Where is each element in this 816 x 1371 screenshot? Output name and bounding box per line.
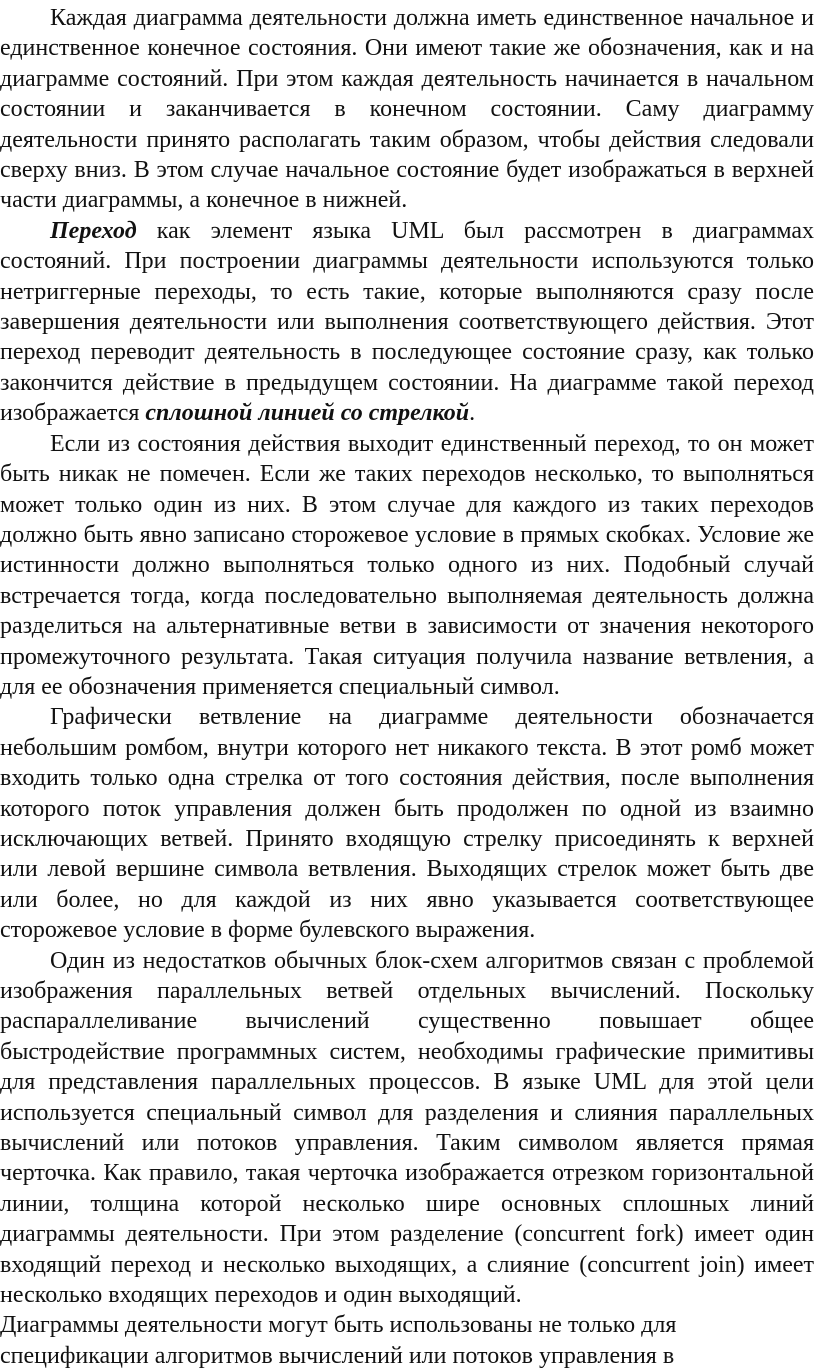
paragraph-fork-join: Один из недостатков обычных блок-схем алгоритмов связан с проблемой изображения параллельных ветвей отдельных вычислений. Поскольку распараллеливание вычислений существенно повышает общее быстродействие программных систем, необходимы графические примитивы для представления параллельных процессов. В языке UML для этой цели используется специальный символ для разделения и слияния параллельных вычислений или потоков управления. Таким символом является прямая черточка. Как правило, такая черточка изображается отрезком горизонтальной линии, толщина которой несколько шире основных сплошных линий диаграммы деятельности. При этом разделение (concurrent fork) имеет один входящий переход и несколько выходящих, а слияние (concurrent join) имеет несколько входящих переходов и один выходящий. — [0, 947, 814, 1309]
emphasis-solid-line-arrow: сплошной линией со стрелкой — [145, 400, 470, 427]
paragraph-activity-usage — [0, 1310, 814, 1371]
paragraph-transition — [0, 216, 814, 429]
paragraph-branch-diamond: Графически ветвление на диаграмме деятельности обозначается небольшим ромбом, внутри которого нет никакого текста. В этот ромб может входить только одна стрелка от того состояния действия, после выполнения которого поток управления должен быть продолжен по одной из взаимно исключающих ветвей. Принято входящую стрелку присоединять к верхней или левой вершине символа ветвления. Выходящих стрелок может быть две или более, но для каждой из них явно указывается соответствующее сторожевое условие в форме булевского выражения. — [0, 704, 814, 944]
paragraph-transition-end: . — [469, 400, 476, 427]
document-page — [0, 3, 816, 1369]
paragraph-guard-conditions: Если из состояния действия выходит единственный переход, то он может быть никак не помечен. Если же таких переходов несколько, то выполняться может только один из них. В этом случае для каждого из таких переходов должно быть явно записано сторожевое условие в прямых скобках. Условие же истинности должно выполняться только одного из них. Подобный случай встречается тогда, когда последовательно выполняемая деятельность должна разделиться на альтернативные ветви в зависимости от значения некоторого промежуточного результата. Такая ситуация получила название ветвления, а для ее обозначения применяется специальный символ. — [0, 430, 814, 700]
term-transition: Переход — [50, 217, 137, 244]
paragraph-activity-usage-line-1: Диаграммы деятельности могут быть использованы не только для — [0, 1312, 677, 1339]
paragraph-start-end-states: Каждая диаграмма деятельности должна иметь единственное начальное и единственное конечное состояния. Они имеют такие же обозначения, как и на диаграмме состояний. При этом каждая деятельность начинается в начальном состоянии и заканчивается в конечном состоянии. Саму диаграмму деятельности принято располагать таким образом, чтобы действия следовали сверху вниз. В этом случае начальное состояние будет изображаться в верхней части диаграммы, а конечное в нижней. — [0, 5, 814, 214]
paragraph-activity-usage-line-2: спецификации алгоритмов вычислений или потоков управления в — [0, 1342, 675, 1369]
paragraph-transition-body: как элемент языка UML был рассмотрен в диаграммах состояний. При построении диаграммы деятельности используются только нетриггерные переходы, то есть такие, которые выполняются сразу после завершения деятельности или выполнения соответствующего действия. Этот переход переводит деятельность в последующее состояние сразу, как только закончится действие в предыдущем состоянии. На диаграмме такой переход изображается — [0, 217, 814, 427]
